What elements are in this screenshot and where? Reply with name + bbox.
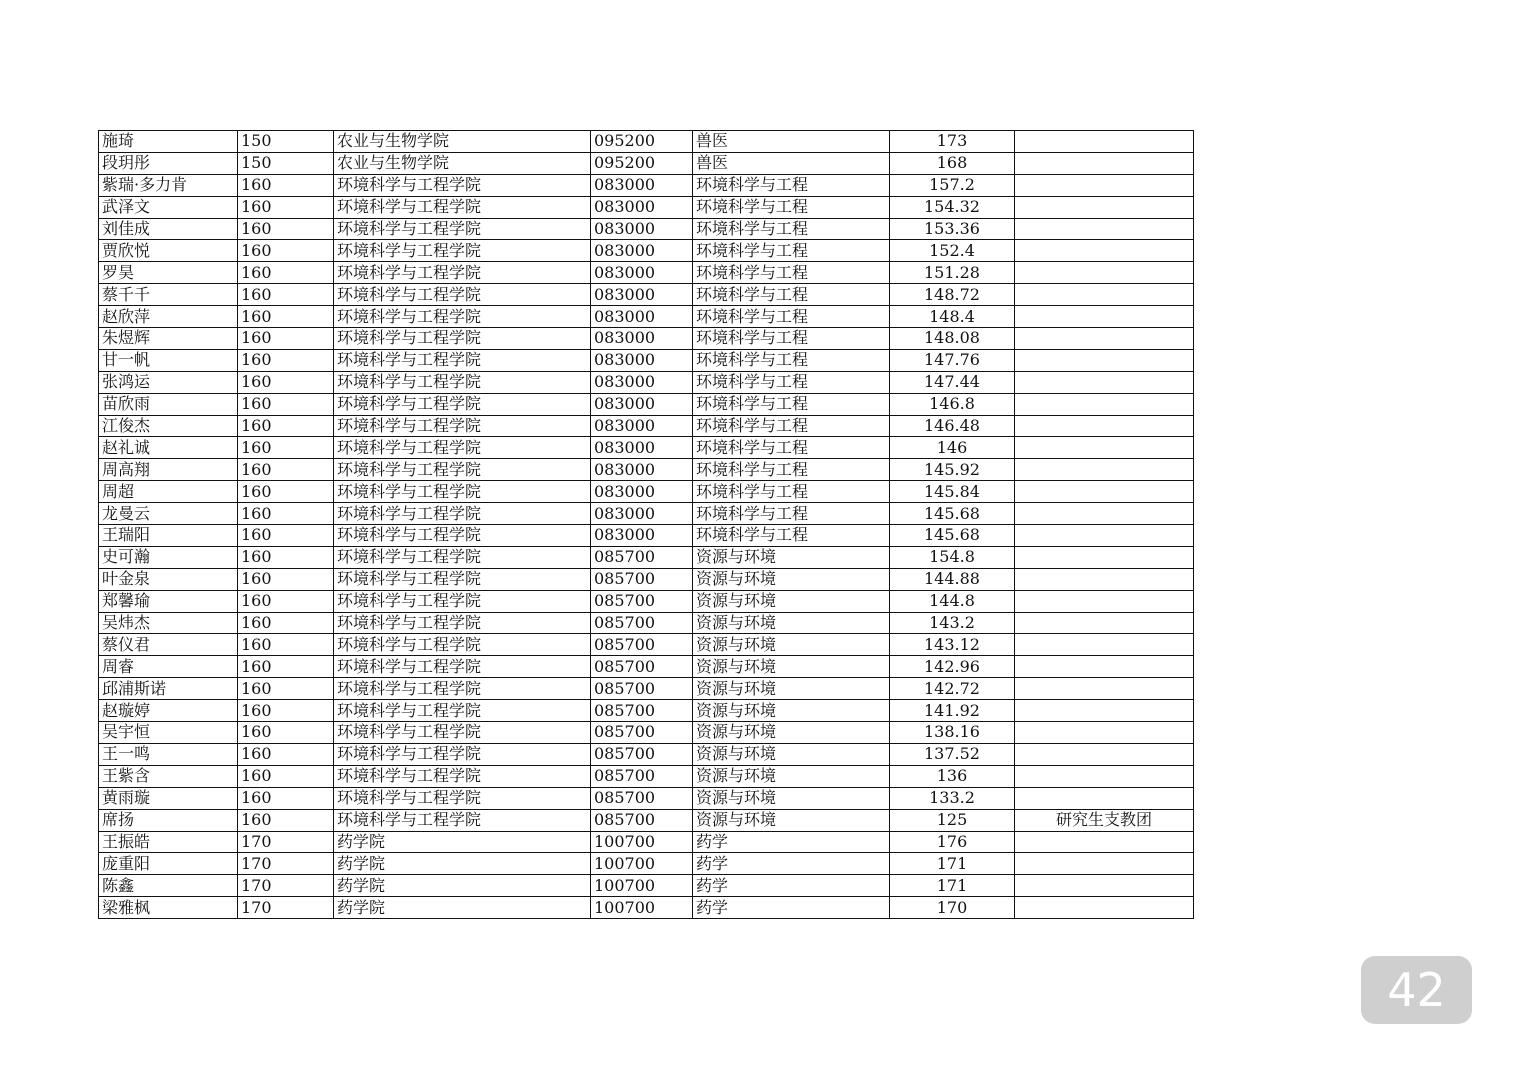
table-row — [99, 459, 1194, 481]
score-cell: 125 — [890, 809, 1015, 831]
note-cell — [1015, 393, 1194, 415]
table-row — [99, 284, 1194, 306]
score-cell: 146.48 — [890, 415, 1015, 437]
major-code-cell: 085700 — [591, 787, 693, 809]
unit-code-cell: 170 — [238, 875, 334, 897]
name-cell: 朱煜辉 — [99, 328, 238, 350]
name-cell: 梁雅枫 — [99, 897, 238, 919]
score-cell: 144.88 — [890, 568, 1015, 590]
college-cell: 环境科学与工程学院 — [334, 262, 591, 284]
score-cell: 147.44 — [890, 371, 1015, 393]
unit-code-cell: 160 — [238, 284, 334, 306]
college-cell: 环境科学与工程学院 — [334, 328, 591, 350]
major-code-cell: 100700 — [591, 831, 693, 853]
major-code-cell: 083000 — [591, 371, 693, 393]
major-code-cell: 085700 — [591, 809, 693, 831]
major-code-cell: 083000 — [591, 525, 693, 547]
college-cell: 环境科学与工程学院 — [334, 546, 591, 568]
major-cell: 环境科学与工程 — [693, 371, 890, 393]
table-row — [99, 678, 1194, 700]
score-cell: 146 — [890, 437, 1015, 459]
note-cell — [1015, 612, 1194, 634]
note-cell — [1015, 656, 1194, 678]
note-cell — [1015, 481, 1194, 503]
note-cell — [1015, 218, 1194, 240]
table-row — [99, 240, 1194, 262]
table-row — [99, 765, 1194, 787]
score-cell: 176 — [890, 831, 1015, 853]
unit-code-cell: 160 — [238, 174, 334, 196]
name-cell: 周高翔 — [99, 459, 238, 481]
college-cell: 环境科学与工程学院 — [334, 415, 591, 437]
score-cell: 137.52 — [890, 743, 1015, 765]
score-cell: 148.08 — [890, 328, 1015, 350]
major-code-cell: 083000 — [591, 415, 693, 437]
note-cell — [1015, 262, 1194, 284]
score-cell: 144.8 — [890, 590, 1015, 612]
major-cell: 药学 — [693, 831, 890, 853]
note-cell — [1015, 897, 1194, 919]
name-cell: 段玥彤 — [99, 152, 238, 174]
unit-code-cell: 160 — [238, 218, 334, 240]
score-cell: 145.84 — [890, 481, 1015, 503]
table-row — [99, 503, 1194, 525]
major-code-cell: 083000 — [591, 174, 693, 196]
table-row — [99, 787, 1194, 809]
note-cell — [1015, 568, 1194, 590]
major-cell: 兽医 — [693, 131, 890, 153]
note-cell — [1015, 131, 1194, 153]
name-cell: 王一鸣 — [99, 743, 238, 765]
score-cell: 153.36 — [890, 218, 1015, 240]
major-cell: 药学 — [693, 897, 890, 919]
unit-code-cell: 160 — [238, 459, 334, 481]
major-cell: 药学 — [693, 875, 890, 897]
college-cell: 环境科学与工程学院 — [334, 196, 591, 218]
major-code-cell: 083000 — [591, 328, 693, 350]
score-cell: 145.68 — [890, 525, 1015, 547]
name-cell: 甘一帆 — [99, 349, 238, 371]
note-cell — [1015, 875, 1194, 897]
unit-code-cell: 160 — [238, 415, 334, 437]
table-row — [99, 897, 1194, 919]
college-cell: 环境科学与工程学院 — [334, 809, 591, 831]
name-cell: 赵欣萍 — [99, 306, 238, 328]
college-cell: 环境科学与工程学院 — [334, 590, 591, 612]
major-code-cell: 083000 — [591, 306, 693, 328]
major-cell: 环境科学与工程 — [693, 174, 890, 196]
note-cell — [1015, 525, 1194, 547]
unit-code-cell: 160 — [238, 722, 334, 744]
note-cell — [1015, 196, 1194, 218]
table-row — [99, 568, 1194, 590]
major-code-cell: 095200 — [591, 152, 693, 174]
score-cell: 141.92 — [890, 700, 1015, 722]
note-cell — [1015, 174, 1194, 196]
unit-code-cell: 150 — [238, 131, 334, 153]
major-code-cell: 085700 — [591, 765, 693, 787]
unit-code-cell: 160 — [238, 568, 334, 590]
table-row — [99, 700, 1194, 722]
note-cell — [1015, 284, 1194, 306]
unit-code-cell: 160 — [238, 634, 334, 656]
note-cell — [1015, 503, 1194, 525]
score-cell: 152.4 — [890, 240, 1015, 262]
note-cell — [1015, 853, 1194, 875]
table-row — [99, 546, 1194, 568]
major-code-cell: 083000 — [591, 503, 693, 525]
table-row — [99, 437, 1194, 459]
major-cell: 资源与环境 — [693, 765, 890, 787]
unit-code-cell: 160 — [238, 590, 334, 612]
unit-code-cell: 160 — [238, 306, 334, 328]
major-cell: 资源与环境 — [693, 590, 890, 612]
table-row — [99, 875, 1194, 897]
major-code-cell: 083000 — [591, 240, 693, 262]
table-row — [99, 131, 1194, 153]
table-row — [99, 634, 1194, 656]
major-cell: 环境科学与工程 — [693, 328, 890, 350]
score-cell: 151.28 — [890, 262, 1015, 284]
major-code-cell: 085700 — [591, 634, 693, 656]
college-cell: 药学院 — [334, 897, 591, 919]
major-cell: 资源与环境 — [693, 612, 890, 634]
score-cell: 142.72 — [890, 678, 1015, 700]
unit-code-cell: 160 — [238, 678, 334, 700]
name-cell: 郑馨瑜 — [99, 590, 238, 612]
score-cell: 148.72 — [890, 284, 1015, 306]
college-cell: 药学院 — [334, 875, 591, 897]
college-cell: 环境科学与工程学院 — [334, 393, 591, 415]
name-cell: 赵璇婷 — [99, 700, 238, 722]
major-cell: 兽医 — [693, 152, 890, 174]
major-code-cell: 083000 — [591, 437, 693, 459]
table-row — [99, 722, 1194, 744]
major-code-cell: 083000 — [591, 481, 693, 503]
college-cell: 环境科学与工程学院 — [334, 525, 591, 547]
college-cell: 环境科学与工程学院 — [334, 503, 591, 525]
score-cell: 142.96 — [890, 656, 1015, 678]
major-code-cell: 083000 — [591, 218, 693, 240]
note-cell: 研究生支教团 — [1015, 809, 1194, 831]
unit-code-cell: 160 — [238, 765, 334, 787]
name-cell: 贾欣悦 — [99, 240, 238, 262]
major-code-cell: 100700 — [591, 853, 693, 875]
college-cell: 环境科学与工程学院 — [334, 371, 591, 393]
college-cell: 环境科学与工程学院 — [334, 700, 591, 722]
unit-code-cell: 160 — [238, 612, 334, 634]
major-cell: 环境科学与工程 — [693, 196, 890, 218]
major-code-cell: 085700 — [591, 743, 693, 765]
major-code-cell: 085700 — [591, 678, 693, 700]
major-cell: 环境科学与工程 — [693, 503, 890, 525]
score-cell: 157.2 — [890, 174, 1015, 196]
name-cell: 周超 — [99, 481, 238, 503]
score-cell: 138.16 — [890, 722, 1015, 744]
note-cell — [1015, 371, 1194, 393]
name-cell: 吴宇恒 — [99, 722, 238, 744]
score-cell: 154.8 — [890, 546, 1015, 568]
name-cell: 蔡仪君 — [99, 634, 238, 656]
score-cell: 147.76 — [890, 349, 1015, 371]
note-cell — [1015, 546, 1194, 568]
table-row — [99, 371, 1194, 393]
note-cell — [1015, 240, 1194, 262]
score-cell: 145.68 — [890, 503, 1015, 525]
major-code-cell: 083000 — [591, 349, 693, 371]
unit-code-cell: 160 — [238, 262, 334, 284]
college-cell: 环境科学与工程学院 — [334, 722, 591, 744]
major-cell: 环境科学与工程 — [693, 284, 890, 306]
major-cell: 环境科学与工程 — [693, 459, 890, 481]
note-cell — [1015, 152, 1194, 174]
name-cell: 周睿 — [99, 656, 238, 678]
table-row — [99, 853, 1194, 875]
name-cell: 王紫含 — [99, 765, 238, 787]
name-cell: 庞重阳 — [99, 853, 238, 875]
note-cell — [1015, 678, 1194, 700]
college-cell: 环境科学与工程学院 — [334, 174, 591, 196]
table-row — [99, 349, 1194, 371]
unit-code-cell: 160 — [238, 656, 334, 678]
major-code-cell: 085700 — [591, 722, 693, 744]
name-cell: 张鸿运 — [99, 371, 238, 393]
note-cell — [1015, 349, 1194, 371]
name-cell: 邱浦斯诺 — [99, 678, 238, 700]
note-cell — [1015, 415, 1194, 437]
major-code-cell: 085700 — [591, 656, 693, 678]
major-code-cell: 085700 — [591, 568, 693, 590]
table-row — [99, 481, 1194, 503]
score-cell: 171 — [890, 875, 1015, 897]
college-cell: 环境科学与工程学院 — [334, 240, 591, 262]
note-cell — [1015, 459, 1194, 481]
score-cell: 143.2 — [890, 612, 1015, 634]
note-cell — [1015, 437, 1194, 459]
table-row — [99, 525, 1194, 547]
table-row — [99, 196, 1194, 218]
major-cell: 资源与环境 — [693, 809, 890, 831]
name-cell: 龙曼云 — [99, 503, 238, 525]
major-cell: 环境科学与工程 — [693, 349, 890, 371]
college-cell: 药学院 — [334, 831, 591, 853]
name-cell: 陈鑫 — [99, 875, 238, 897]
major-code-cell: 083000 — [591, 262, 693, 284]
table-row — [99, 612, 1194, 634]
name-cell: 罗昊 — [99, 262, 238, 284]
note-cell — [1015, 831, 1194, 853]
name-cell: 紫瑞·多力肯 — [99, 174, 238, 196]
table-row — [99, 174, 1194, 196]
major-cell: 环境科学与工程 — [693, 437, 890, 459]
major-cell: 环境科学与工程 — [693, 481, 890, 503]
college-cell: 环境科学与工程学院 — [334, 284, 591, 306]
major-cell: 资源与环境 — [693, 656, 890, 678]
unit-code-cell: 160 — [238, 546, 334, 568]
unit-code-cell: 160 — [238, 328, 334, 350]
unit-code-cell: 160 — [238, 525, 334, 547]
note-cell — [1015, 722, 1194, 744]
table-row — [99, 218, 1194, 240]
unit-code-cell: 170 — [238, 897, 334, 919]
major-cell: 资源与环境 — [693, 743, 890, 765]
major-cell: 环境科学与工程 — [693, 218, 890, 240]
major-cell: 资源与环境 — [693, 546, 890, 568]
name-cell: 赵礼诚 — [99, 437, 238, 459]
score-cell: 171 — [890, 853, 1015, 875]
unit-code-cell: 160 — [238, 700, 334, 722]
table-row — [99, 393, 1194, 415]
major-cell: 资源与环境 — [693, 700, 890, 722]
college-cell: 环境科学与工程学院 — [334, 459, 591, 481]
college-cell: 环境科学与工程学院 — [334, 634, 591, 656]
major-code-cell: 085700 — [591, 590, 693, 612]
unit-code-cell: 160 — [238, 240, 334, 262]
college-cell: 环境科学与工程学院 — [334, 306, 591, 328]
name-cell: 王振皓 — [99, 831, 238, 853]
major-cell: 环境科学与工程 — [693, 262, 890, 284]
score-cell: 148.4 — [890, 306, 1015, 328]
major-code-cell: 085700 — [591, 700, 693, 722]
table-row — [99, 743, 1194, 765]
name-cell: 江俊杰 — [99, 415, 238, 437]
college-cell: 药学院 — [334, 853, 591, 875]
unit-code-cell: 170 — [238, 831, 334, 853]
major-cell: 环境科学与工程 — [693, 240, 890, 262]
college-cell: 环境科学与工程学院 — [334, 437, 591, 459]
score-cell: 133.2 — [890, 787, 1015, 809]
name-cell: 刘佳成 — [99, 218, 238, 240]
table-row — [99, 152, 1194, 174]
major-code-cell: 083000 — [591, 196, 693, 218]
major-cell: 环境科学与工程 — [693, 306, 890, 328]
college-cell: 环境科学与工程学院 — [334, 568, 591, 590]
score-cell: 170 — [890, 897, 1015, 919]
score-cell: 168 — [890, 152, 1015, 174]
college-cell: 环境科学与工程学院 — [334, 787, 591, 809]
table-row — [99, 656, 1194, 678]
unit-code-cell: 160 — [238, 787, 334, 809]
major-cell: 环境科学与工程 — [693, 525, 890, 547]
college-cell: 环境科学与工程学院 — [334, 612, 591, 634]
major-cell: 资源与环境 — [693, 568, 890, 590]
major-code-cell: 095200 — [591, 131, 693, 153]
name-cell: 席扬 — [99, 809, 238, 831]
unit-code-cell: 160 — [238, 743, 334, 765]
name-cell: 施琦 — [99, 131, 238, 153]
college-cell: 环境科学与工程学院 — [334, 218, 591, 240]
major-code-cell: 100700 — [591, 897, 693, 919]
college-cell: 环境科学与工程学院 — [334, 349, 591, 371]
table-row — [99, 262, 1194, 284]
unit-code-cell: 160 — [238, 809, 334, 831]
table-row — [99, 328, 1194, 350]
unit-code-cell: 160 — [238, 349, 334, 371]
major-cell: 环境科学与工程 — [693, 415, 890, 437]
major-code-cell: 100700 — [591, 875, 693, 897]
table-body — [99, 131, 1194, 919]
unit-code-cell: 160 — [238, 393, 334, 415]
college-cell: 环境科学与工程学院 — [334, 765, 591, 787]
unit-code-cell: 160 — [238, 503, 334, 525]
admission-list-table-wrapper — [98, 130, 1194, 919]
note-cell — [1015, 306, 1194, 328]
note-cell — [1015, 765, 1194, 787]
major-code-cell: 085700 — [591, 546, 693, 568]
note-cell — [1015, 700, 1194, 722]
unit-code-cell: 160 — [238, 371, 334, 393]
score-cell: 154.32 — [890, 196, 1015, 218]
major-cell: 药学 — [693, 853, 890, 875]
major-cell: 资源与环境 — [693, 634, 890, 656]
score-cell: 173 — [890, 131, 1015, 153]
college-cell: 环境科学与工程学院 — [334, 481, 591, 503]
major-code-cell: 083000 — [591, 393, 693, 415]
name-cell: 苗欣雨 — [99, 393, 238, 415]
major-cell: 环境科学与工程 — [693, 393, 890, 415]
name-cell: 王瑞阳 — [99, 525, 238, 547]
major-code-cell: 083000 — [591, 284, 693, 306]
score-cell: 146.8 — [890, 393, 1015, 415]
table-row — [99, 590, 1194, 612]
name-cell: 黄雨璇 — [99, 787, 238, 809]
table-row — [99, 809, 1194, 831]
name-cell: 武泽文 — [99, 196, 238, 218]
name-cell: 叶金泉 — [99, 568, 238, 590]
unit-code-cell: 170 — [238, 853, 334, 875]
table-row — [99, 415, 1194, 437]
major-cell: 资源与环境 — [693, 678, 890, 700]
unit-code-cell: 160 — [238, 437, 334, 459]
unit-code-cell: 150 — [238, 152, 334, 174]
table-row — [99, 306, 1194, 328]
name-cell: 史可瀚 — [99, 546, 238, 568]
major-cell: 资源与环境 — [693, 787, 890, 809]
page-number-badge: 42 — [1361, 956, 1472, 1024]
name-cell: 吴炜杰 — [99, 612, 238, 634]
note-cell — [1015, 743, 1194, 765]
major-code-cell: 085700 — [591, 612, 693, 634]
college-cell: 农业与生物学院 — [334, 152, 591, 174]
score-cell: 136 — [890, 765, 1015, 787]
note-cell — [1015, 328, 1194, 350]
unit-code-cell: 160 — [238, 196, 334, 218]
note-cell — [1015, 634, 1194, 656]
score-cell: 145.92 — [890, 459, 1015, 481]
note-cell — [1015, 787, 1194, 809]
major-cell: 资源与环境 — [693, 722, 890, 744]
note-cell — [1015, 590, 1194, 612]
admission-list-table — [98, 130, 1194, 919]
name-cell: 蔡千千 — [99, 284, 238, 306]
major-code-cell: 083000 — [591, 459, 693, 481]
college-cell: 环境科学与工程学院 — [334, 656, 591, 678]
score-cell: 143.12 — [890, 634, 1015, 656]
table-row — [99, 831, 1194, 853]
unit-code-cell: 160 — [238, 481, 334, 503]
college-cell: 农业与生物学院 — [334, 131, 591, 153]
college-cell: 环境科学与工程学院 — [334, 743, 591, 765]
college-cell: 环境科学与工程学院 — [334, 678, 591, 700]
